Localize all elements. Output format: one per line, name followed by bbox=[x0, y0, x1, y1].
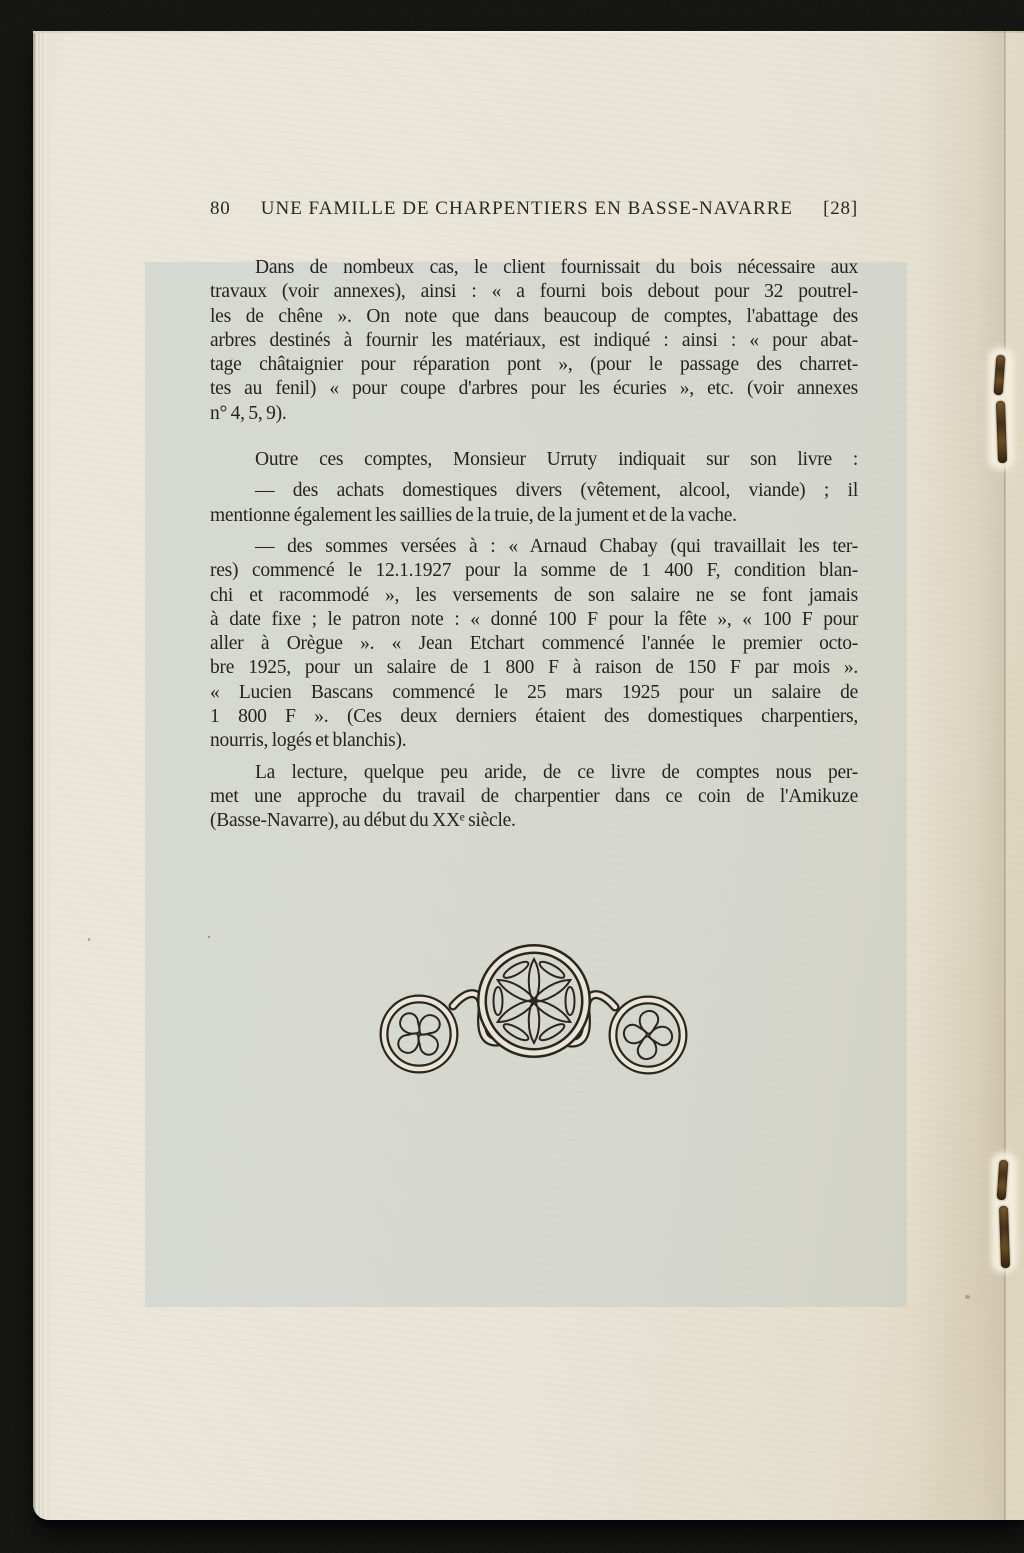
text-line: (Basse-Navarre), au début du XXᵉ siècle. bbox=[210, 810, 516, 832]
text-line: 1 800 F ». (Ces deux derniers étaient des domestiques charpentiers, bbox=[210, 706, 858, 728]
body-text bbox=[210, 256, 858, 834]
running-title: UNE FAMILLE DE CHARPENTIERS EN BASSE-NAVARRE bbox=[260, 198, 793, 219]
paragraph bbox=[210, 448, 858, 472]
page-top-edge bbox=[33, 31, 1024, 33]
text-line: chi et racommodé », les versements de son salaire ne se font jamais bbox=[210, 584, 858, 606]
text-line: mentionne également les saillies de la truie, de la jument et de la vache. bbox=[210, 504, 737, 526]
text-line: tage châtaignier pour réparation pont », (pour le passage des charret- bbox=[210, 354, 858, 376]
text-line: les de chêne ». On note que dans beaucoup de comptes, l'abattage des bbox=[210, 305, 858, 327]
text-line: res) commencé le 12.1.1927 pour la somme de 1 400 F, condition blan- bbox=[210, 560, 858, 582]
staple-bottom bbox=[991, 1160, 1017, 1270]
text-line: La lecture, quelque peu aride, de ce livre de comptes nous per- bbox=[255, 761, 858, 783]
text-line: tes au fenil) « pour coupe d'arbres pour les écuries », etc. (voir annexes bbox=[210, 378, 858, 400]
staple-top bbox=[988, 355, 1014, 467]
text-line: Outre ces comptes, Monsieur Urruty indiquait sur son livre : bbox=[255, 449, 858, 471]
text-line: aller à Orègue ». « Jean Etchart commencé l'année le premier octo- bbox=[210, 633, 858, 655]
dust-speck bbox=[965, 1295, 970, 1299]
page-number: 80 bbox=[210, 198, 231, 219]
dust-speck bbox=[208, 936, 210, 938]
text-line: bre 1925, pour un salaire de 1 800 F à raison de 150 F par mois ». bbox=[210, 657, 858, 679]
paragraph bbox=[210, 256, 858, 426]
text-line: met une approche du travail de charpentier dans ce coin de l'Amikuze bbox=[210, 785, 858, 807]
page-stack-edges bbox=[33, 33, 50, 1520]
text-line: — des sommes versées à : « Arnaud Chabay (qui travaillait les ter- bbox=[255, 535, 858, 557]
paragraph bbox=[210, 535, 858, 754]
dust-speck bbox=[88, 938, 90, 941]
book-page bbox=[33, 31, 1024, 1520]
spine-margin bbox=[1006, 31, 1024, 1520]
text-line: arbres destinés à fournir les matériaux, est indiqué : ainsi : « pour abat- bbox=[210, 329, 858, 351]
paragraph bbox=[210, 479, 858, 528]
text-line: « Lucien Bascans commencé le 25 mars 1925 pour un salaire de bbox=[210, 681, 858, 703]
basque-ornament-icon bbox=[370, 930, 700, 1090]
reference-number: [28] bbox=[823, 198, 858, 219]
text-block bbox=[210, 198, 858, 834]
text-line: Dans de nombeux cas, le client fournissait du bois nécessaire aux bbox=[255, 257, 858, 278]
text-line: nourris, logés et blanchis). bbox=[210, 730, 407, 752]
spine-shadow bbox=[913, 31, 1005, 1520]
text-line: n° 4, 5, 9). bbox=[210, 402, 287, 424]
running-header bbox=[210, 198, 858, 220]
text-line: — des achats domestiques divers (vêtement, alcool, viande) ; il bbox=[255, 480, 858, 502]
text-line: travaux (voir annexes), ainsi : « a fourni bois debout pour 32 poutrel- bbox=[210, 281, 858, 303]
text-line: à date fixe ; le patron note : « donné 100 F pour la fête », « 100 F pour bbox=[210, 608, 858, 630]
paragraph bbox=[210, 761, 858, 834]
